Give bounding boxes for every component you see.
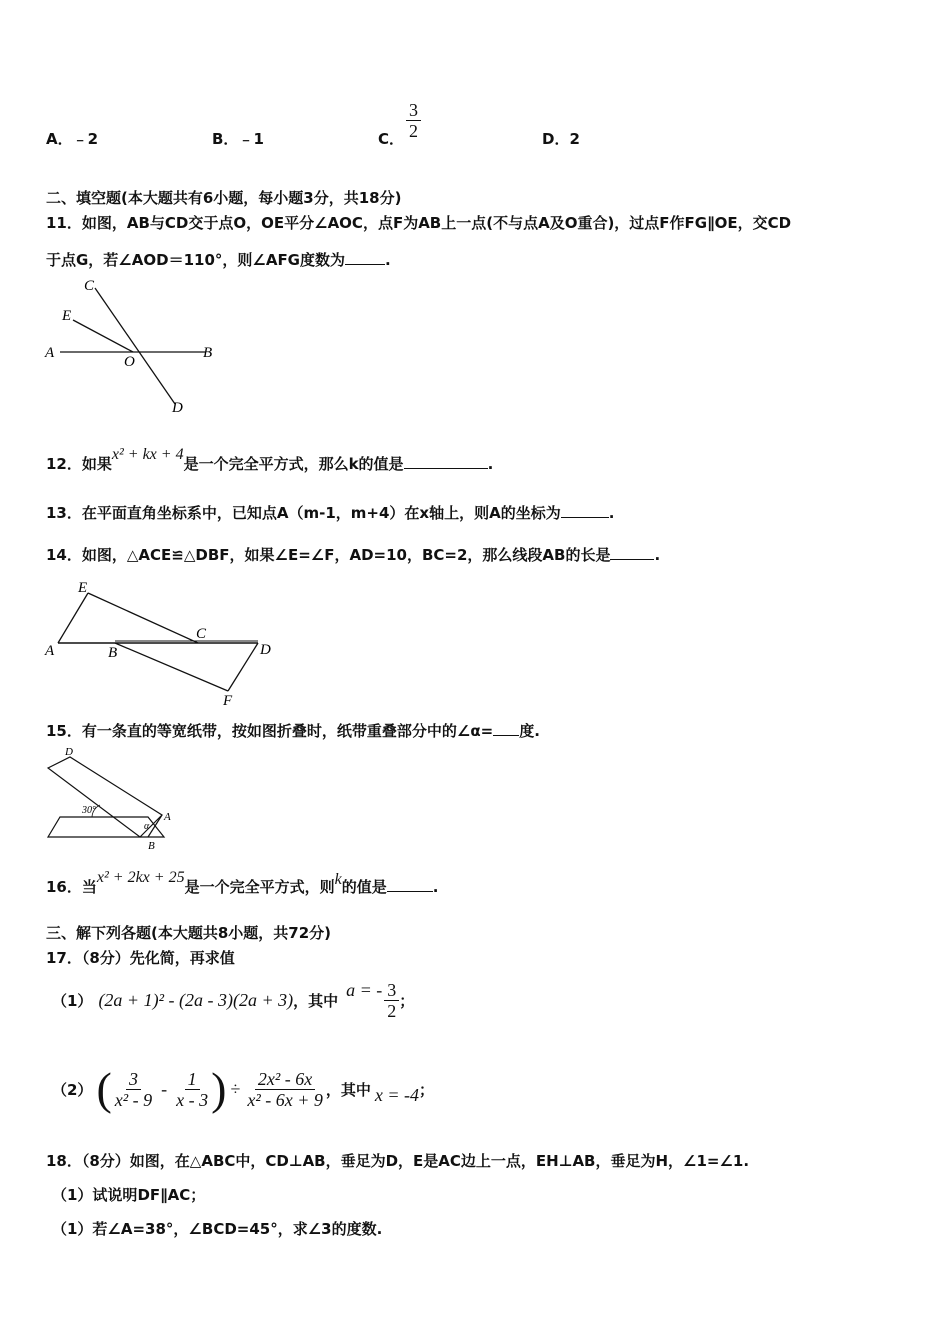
label-e: E (78, 580, 88, 596)
q16: 16．当x² + 2kx + 25是一个完全平方式，则k的值是 . (46, 869, 439, 896)
q17-p1-expr: (2a + 1)² - (2a - 3)(2a + 3) (98, 990, 294, 1010)
q16-expr: x² + 2kx + 25 (96, 869, 185, 886)
option-a: A．﹣2 (46, 130, 99, 148)
label-b: B (148, 840, 155, 852)
q11-figure (40, 276, 230, 421)
label-d: D (172, 400, 183, 416)
q18-part2: （1）若∠A=38°，∠BCD=45°，求∠3的度数. (52, 1220, 383, 1238)
q15-figure (40, 745, 190, 855)
label-c: C (84, 278, 95, 294)
q17-part1: （1） (2a + 1)² - (2a - 3)(2a + 3) ，其中 a = - $\frac{3}{2}$ ； (52, 980, 415, 1021)
answer-blank (493, 721, 519, 736)
label-d: D (65, 746, 73, 758)
label-alpha: α (144, 821, 150, 832)
option-c-label: C． (378, 130, 405, 148)
q12-expr: x² + kx + 4 (111, 446, 184, 463)
paren-left: ( (96, 1063, 112, 1114)
q17-part2: （2） ( $\frac{3}{\text{x² - 9}}$ - $\frac{1}{x - 3}$ ) ÷ $\frac{\text{2x² - 6x}}{\text{x² - 6x + 9}}$ ，其中 x = -4 ； (52, 1063, 435, 1114)
frac-den: 2 (409, 121, 418, 141)
q14: 14．如图，△ACE≌△DBF，如果∠E=∠F，AD=10，BC=2，那么线段AB的长是 . (46, 546, 661, 564)
q14-figure (40, 575, 280, 710)
answer-blank (387, 877, 433, 892)
label-a: A (45, 643, 55, 659)
option-c-fraction (406, 100, 421, 141)
q18-line1: 18．（8分）如图，在△ABC中，CD⊥AB，垂足为D，E是AC边上一点，EH⊥AB，垂足为H，∠1=∠1. (46, 1152, 750, 1170)
paren-right: ) (211, 1063, 227, 1114)
label-e: E (62, 308, 72, 324)
section-2-title: 二、填空题(本大题共有6小题，每小题3分，共18分) (46, 189, 402, 207)
section-3-title: 三、解下列各题(本大题共8小题，共72分) (46, 924, 332, 942)
q18-part1: （1）试说明DF∥AC； (52, 1186, 206, 1204)
option-b: B．﹣1 (212, 130, 264, 148)
answer-blank (561, 503, 609, 518)
label-b: B (108, 645, 118, 661)
answer-blank (345, 250, 385, 265)
frac-num: 3 (406, 100, 421, 121)
q17-title: 17．（8分）先化简，再求值 (46, 949, 235, 967)
label-a: A (164, 811, 171, 823)
label-b: B (203, 345, 213, 361)
q13: 13．在平面直角坐标系中，已知点A（m-1，m+4）在x轴上，则A的坐标为 . (46, 504, 615, 522)
q12: 12．如果x² + kx + 4是一个完全平方式，那么k的值是 . (46, 446, 494, 473)
q11-line2: 于点G，若∠AOD＝110°，则∠AFG度数为 . (46, 251, 391, 269)
label-30-deg: 30° (82, 805, 96, 816)
label-d: D (260, 642, 271, 658)
option-d: D．2 (542, 130, 580, 148)
label-c: C (196, 626, 207, 642)
answer-blank (404, 454, 488, 469)
q15: 15．有一条直的等宽纸带，按如图折叠时，纸带重叠部分中的∠α= 度. (46, 722, 540, 740)
label-o: O (124, 354, 135, 370)
answer-blank (610, 545, 654, 560)
label-f: F (223, 693, 233, 709)
q11-line1: 11．如图，AB与CD交于点O，OE平分∠AOC，点F为AB上一点(不与点A及O重合)，过点F作FG∥OE，交CD (46, 214, 792, 232)
label-a: A (45, 345, 55, 361)
